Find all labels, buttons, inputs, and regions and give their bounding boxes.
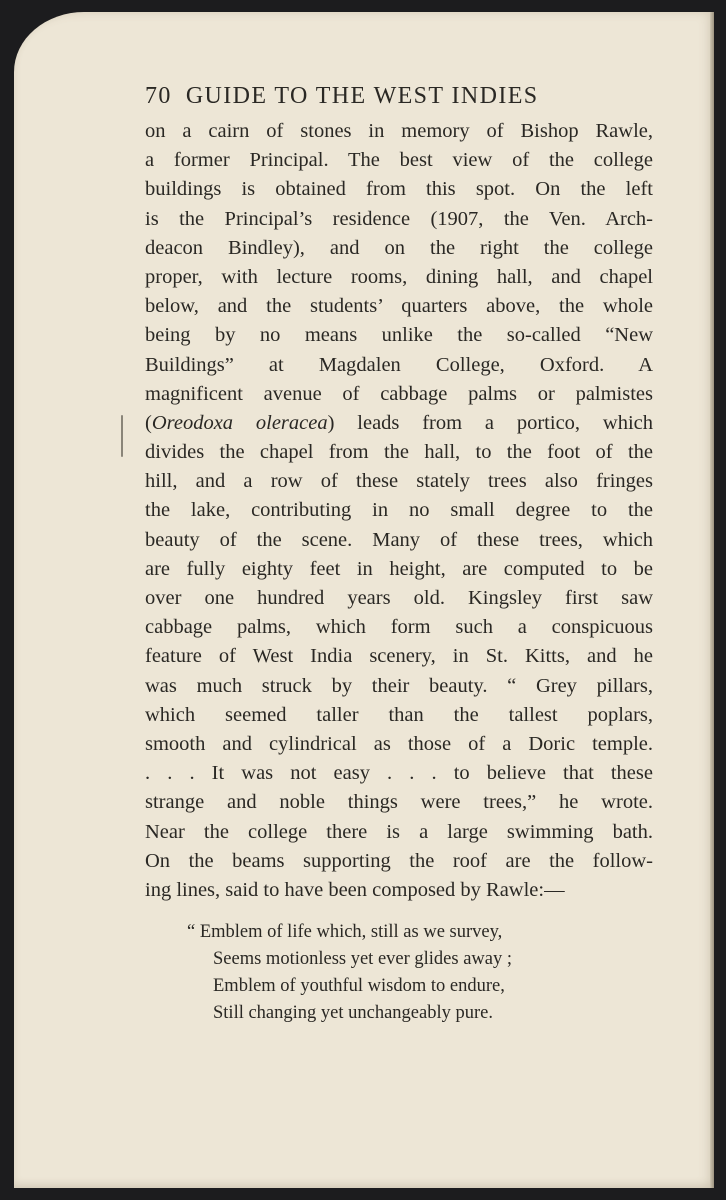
text-line: . . . It was not easy . . . to believe that these (145, 762, 653, 785)
verse-quotation (187, 919, 653, 1027)
text-line: being by no means unlike the so-called “New (145, 324, 653, 347)
text-line: proper, with lecture rooms, dining hall, and chapel (145, 265, 653, 288)
text-line: a former Principal. The best view of the college (145, 149, 653, 172)
text-line: cabbage palms, which form such a conspicuous (145, 616, 653, 639)
text-line: are fully eighty feet in height, are computed to be (145, 557, 653, 580)
text-line: was much struck by their beauty. “ Grey pillars, (145, 674, 653, 697)
text-line: smooth and cylindrical as those of a Doric temple. (145, 732, 653, 755)
verse-line: Still changing yet unchangeably pure. (213, 1003, 493, 1024)
running-title: GUIDE TO THE WEST INDIES (185, 83, 539, 109)
verse-line: Seems motionless yet ever glides away ; (213, 949, 513, 970)
verse-line: Emblem of youthful wisdom to endure, (213, 976, 505, 997)
text-line: beauty of the scene. Many of these trees, which (145, 528, 653, 551)
text-line: is the Principal’s residence (1907, the Ven. Arch- (145, 207, 653, 230)
text-line: deacon Bindley), and on the right the college (145, 236, 653, 259)
page-text-block (145, 80, 653, 1027)
margin-mark (121, 415, 123, 457)
text-line: buildings is obtained from this spot. On the left (145, 178, 653, 201)
running-head (145, 80, 653, 116)
text-line: Buildings” at Magdalen College, Oxford. A (145, 353, 653, 376)
text-line: magnificent avenue of cabbage palms or palmistes (145, 382, 653, 405)
text-line: over one hundred years old. Kingsley first saw (145, 587, 653, 609)
page-number: 70 (145, 83, 172, 109)
verse-line: “ Emblem of life which, still as we survey, (187, 922, 503, 943)
text-line: Near the college there is a large swimming bath. (145, 820, 653, 843)
page-edge-shadow (710, 12, 714, 1188)
text-line: on a cairn of stones in memory of Bishop Rawle, (145, 120, 653, 142)
text-line: hill, and a row of these stately trees also fringes (145, 470, 653, 493)
text-line: On the beams supporting the roof are the follow- (145, 849, 653, 872)
text-line: which seemed taller than the tallest poplars, (145, 703, 653, 726)
text-line: strange and noble things were trees,” he wrote. (145, 791, 653, 814)
text-line-botanical-name: (Oreodoxa oleracea) leads from a portico, which (145, 411, 653, 434)
botanical-name-italic: Oreodoxa oleracea (151, 411, 328, 434)
text-line: divides the chapel from the hall, to the foot of the (145, 441, 653, 464)
text-line: ing lines, said to have been composed by Rawle:— (145, 878, 565, 901)
text-line: below, and the students’ quarters above, the whole (145, 295, 653, 318)
text-line: the lake, contributing in no small degree to the (145, 499, 653, 522)
body-paragraph (145, 117, 653, 905)
text-line: feature of West India scenery, in St. Kitts, and he (145, 645, 653, 668)
